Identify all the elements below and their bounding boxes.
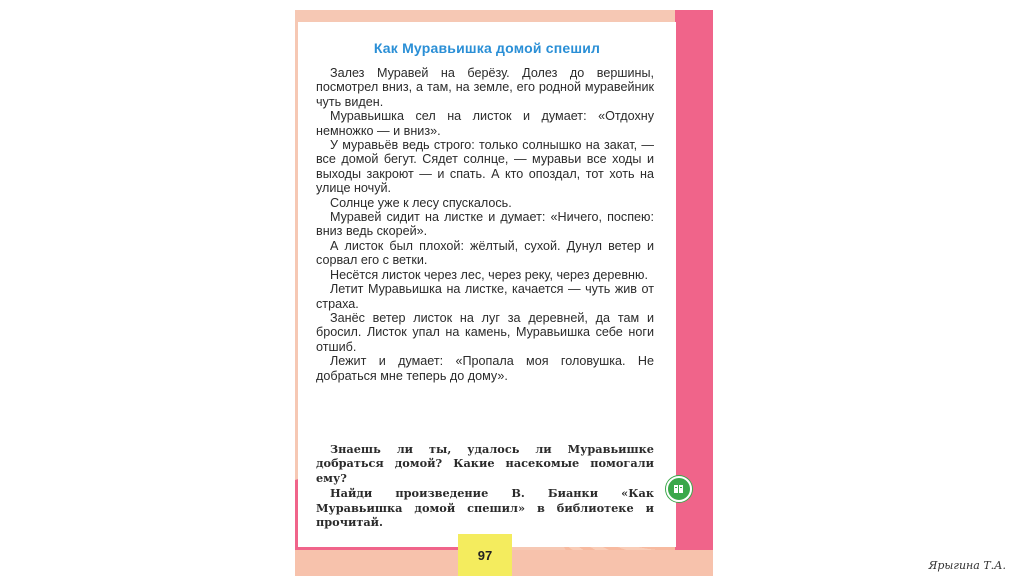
book-library-icon [666, 476, 692, 502]
questions-block [316, 442, 654, 530]
textbook-page [295, 10, 713, 576]
paragraph: Летит Муравьишка на листке, качается — чуть жив от страха. [316, 282, 654, 311]
story-text [316, 66, 654, 383]
paragraph: Лежит и думает: «Пропала моя головушка. Не добраться мне теперь до дому». [316, 354, 654, 383]
paragraph: Занёс ветер листок на луг за деревней, да там и бросил. Листок упал на камень, Муравьишка себе ноги отшиб. [316, 310, 654, 354]
paragraph: Несётся листок через лес, через реку, через деревню. [330, 267, 648, 282]
question: Найди произведение В. Бианки «Как Муравьишка домой спешил» в библиотеке и прочитай. [316, 486, 654, 530]
paragraph: Муравей сидит на листке и думает: «Ничего, поспею: вниз ведь скорей». [316, 210, 654, 239]
author-credit: Ярыгина Т.А. [928, 559, 1006, 572]
question: Знаешь ли ты, удалось ли Муравьишке добраться домой? Какие насекомые помогали ему? [316, 442, 654, 485]
paragraph: У муравьёв ведь строго: только солнышко на закат, — все домой бегут. Сядет солнце, — муравьи все ходы и выходы закроют — и спать. А кто опоздал, тот хоть на улице ночуй. [316, 138, 654, 196]
paragraph: Залез Муравей на берёзу. Долез до вершины, посмотрел вниз, а там, на земле, его родной муравейник чуть виден. [316, 66, 654, 109]
paragraph: А листок был плохой: жёлтый, сухой. Дунул ветер и сорвал его с ветки. [316, 238, 654, 268]
paragraph: Солнце уже к лесу спускалось. [330, 195, 512, 210]
text-card [298, 22, 676, 547]
page-number-box [458, 534, 512, 576]
paragraph: Муравьишка сел на листок и думает: «Отдохну немножко — и вниз». [316, 109, 654, 138]
page-number: 97 [477, 548, 493, 563]
story-title: Как Муравьишка домой спешил [373, 40, 601, 56]
